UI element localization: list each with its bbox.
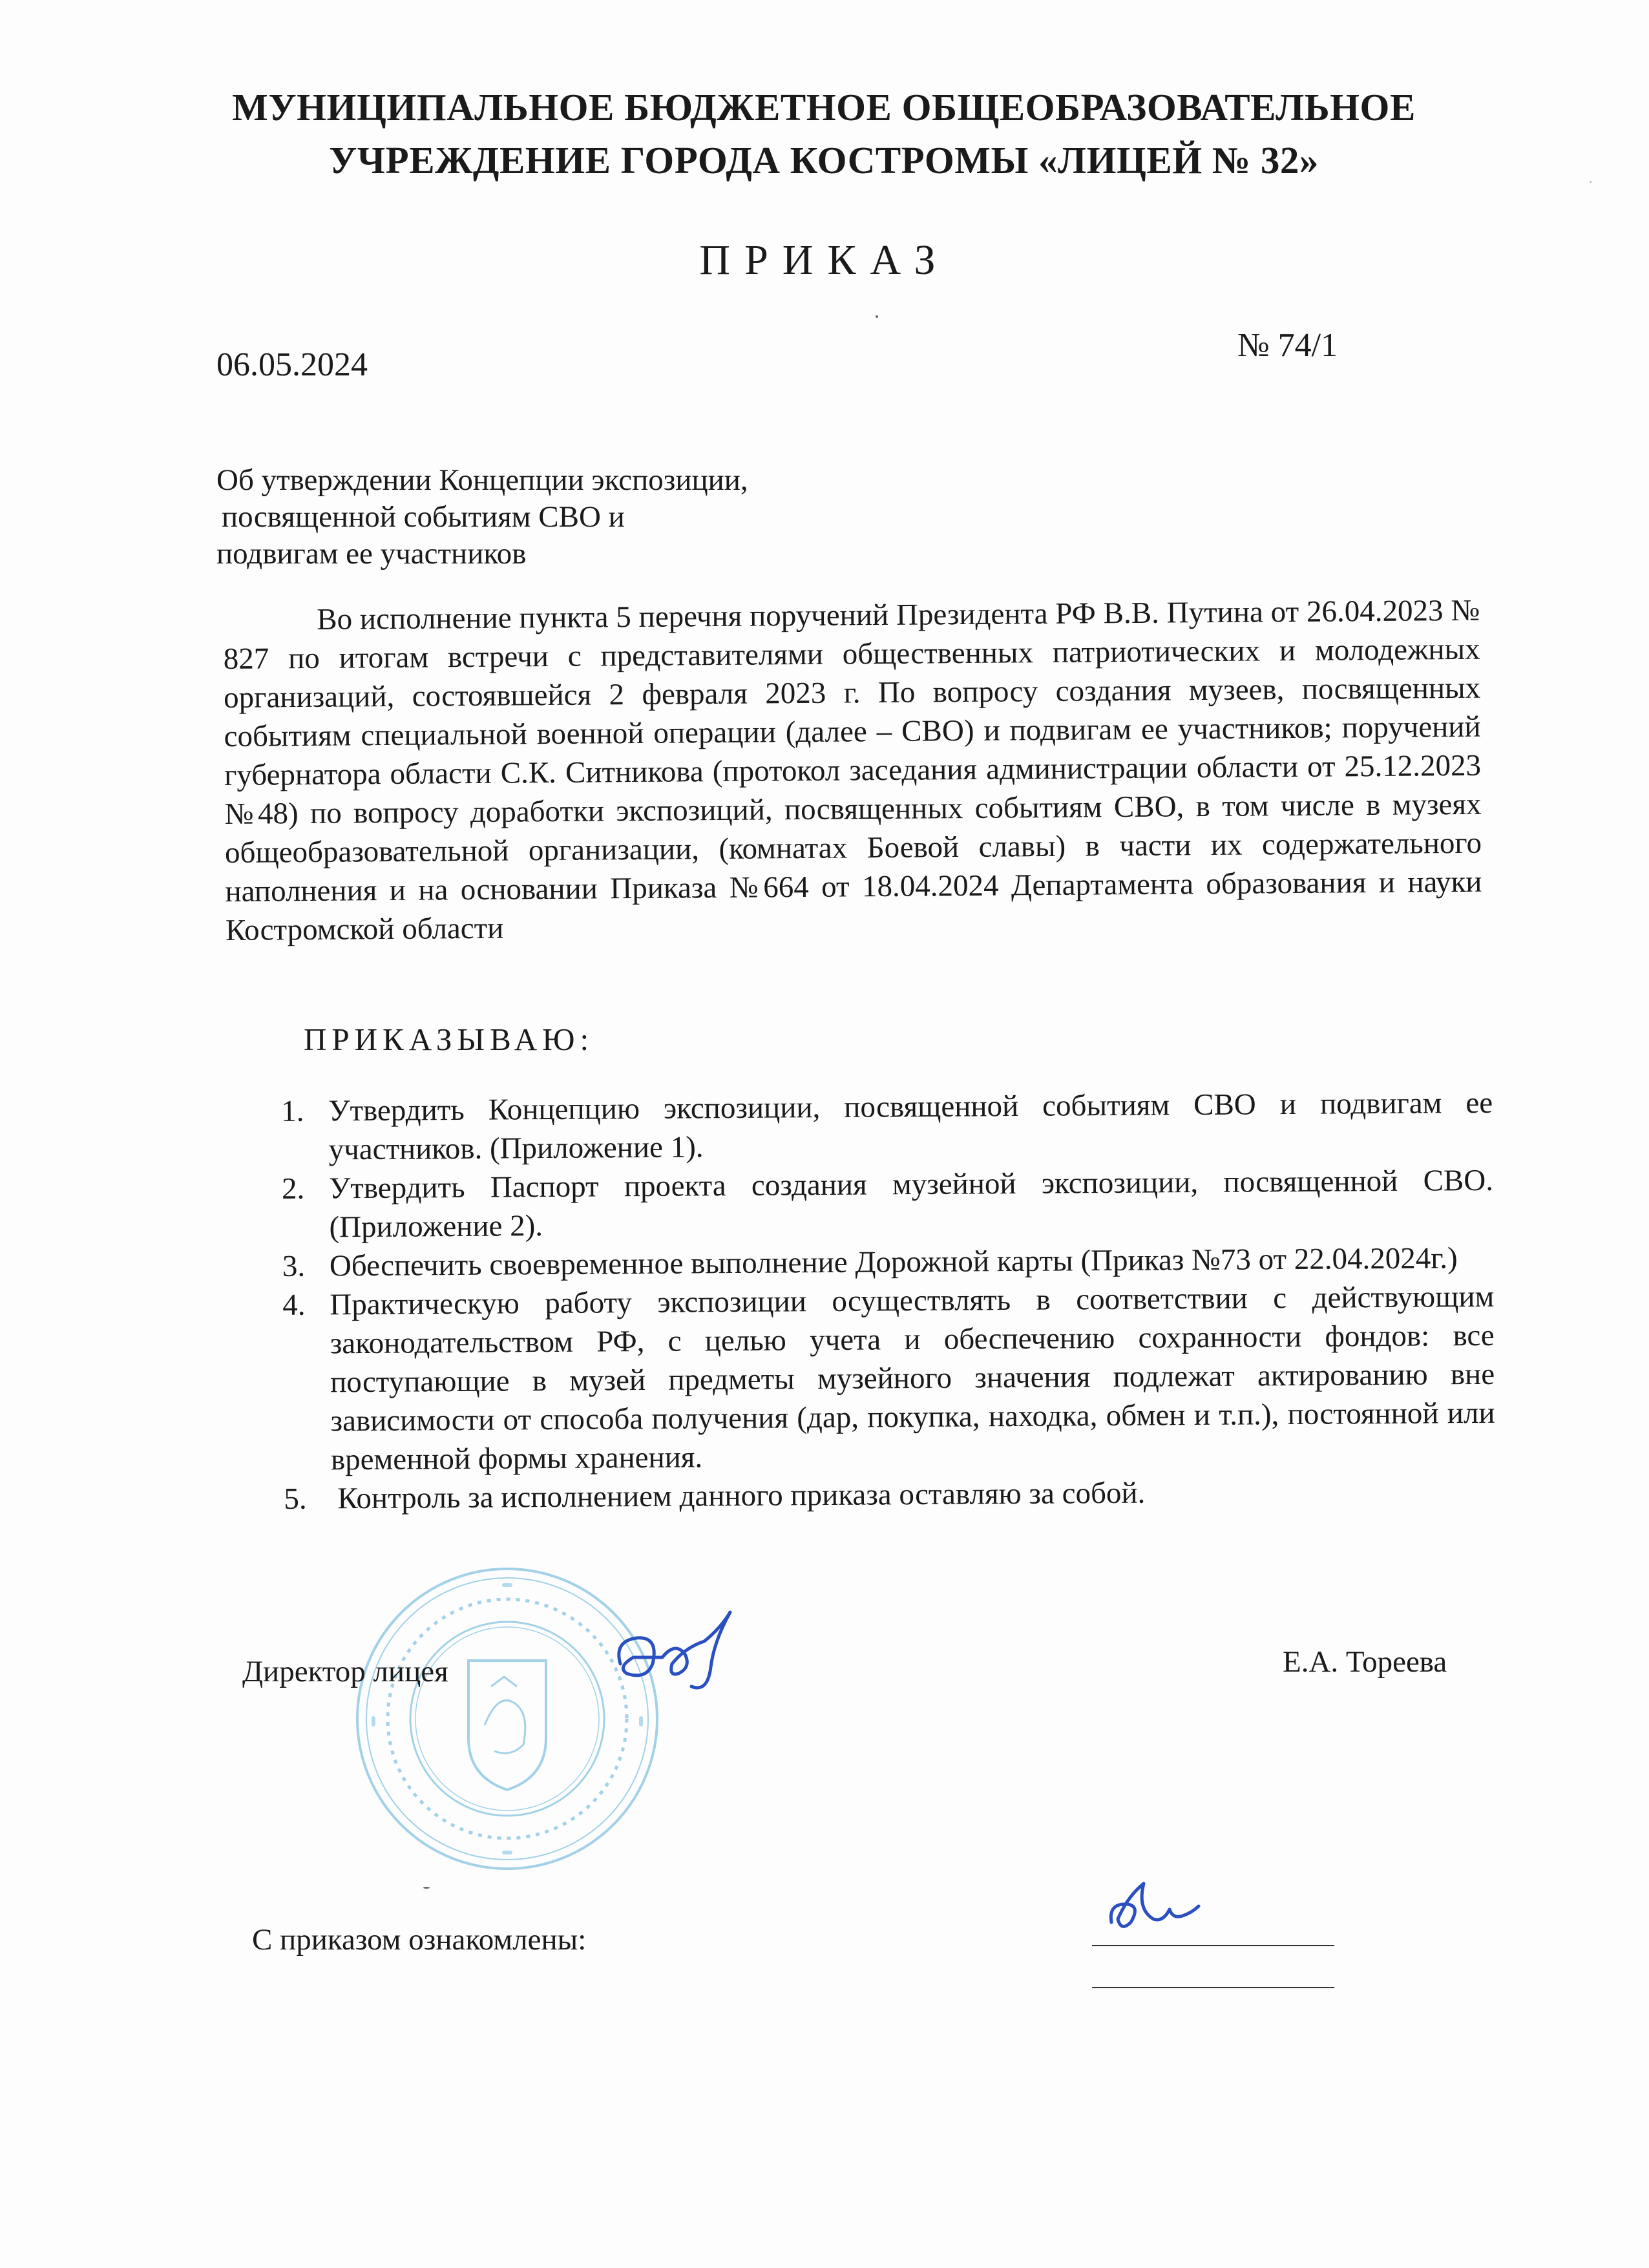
order-subject [216,462,927,572]
scan-speck [876,315,878,318]
director-title: Директор лицея [242,1655,448,1688]
order-item [272,1161,1494,1247]
order-item-text: Контроль за исполнением данного приказа оставляю за собой. [337,1476,1146,1516]
order-item-number: 1. [281,1094,304,1128]
order-item-text: Утвердить Концепцию экспозиции, посвященной событиям СВО и подвигам ее участников. (Приложение 1). [328,1086,1493,1167]
director-name: Е.А. Тореева [1283,1645,1447,1679]
order-items-list [271,1084,1496,1518]
acknowledgement-label: С приказом ознакомлены: [252,1923,587,1957]
order-item [271,1084,1493,1170]
order-subject-line-3: подвигам ее участников [216,537,527,571]
institution-header [194,81,1454,187]
order-basis-paragraph: Во исполнение пункта 5 перечня поручений Президента РФ В.В. Путина от 26.04.2023 № 827 по итогам встречи с представителями общественных патриотических и молодежных организаций, состоявшейся 2 февраля 2023 г. По вопросу создания музеев, посвященных событиям специальной военной операции (далее – СВО) и подвигам ее участников; поручений губернатора области С.К. Ситникова (протокол заседания администрации области от 25.12.2023 №48) по вопросу доработки экспозиций, посвященных событиям СВО, в том числе в музеях общеобразовательной организации, (комнатах Боевой славы) в части их содержательного наполнения и на основании Приказа №664 от 18.04.2024 Департамента образования и науки Костромской области [223,593,1482,947]
order-item-number: 3. [282,1249,306,1283]
document-title: ПРИКАЗ [699,236,950,284]
order-directive-heading: ПРИКАЗЫВАЮ: [304,1022,594,1057]
acknowledgement-signature-icon [1102,1871,1205,1938]
order-item-number: 4. [282,1288,306,1322]
order-date: 06.05.2024 [216,346,368,383]
order-item [274,1471,1495,1518]
order-item-text: Обеспечить своевременное выполнение Дорожной карты (Приказ №73 от 22.04.2024г.) [329,1241,1458,1283]
acknowledgement-signature-line [1092,1945,1334,1946]
scan-speck [1590,181,1591,183]
institution-header-line-2: УЧРЕЖДЕНИЕ ГОРОДА КОСТРОМЫ «ЛИЦЕЙ № 32» [329,139,1319,182]
acknowledgement-signature-line [1092,1987,1334,1988]
order-subject-line-1: Об утверждении Концепции экспозиции, [216,463,748,497]
order-number: № 74/1 [1237,327,1338,364]
order-item-text: Утвердить Паспорт проекта создания музейной экспозиции, посвященной СВО. (Приложение 2). [328,1163,1494,1244]
order-item [273,1277,1495,1480]
order-item-number: 2. [281,1171,305,1206]
institution-header-line-1: МУНИЦИПАЛЬНОЕ БЮДЖЕТНОЕ ОБЩЕОБРАЗОВАТЕЛЬНОЕ [232,86,1416,129]
order-item-number: 5. [284,1482,307,1516]
order-item-text: Практическую работу экспозиции осуществлять в соответствии с действующим законодательством РФ, с целью учета и обеспечению сохранности фондов: все поступающие в музей предметы музейного значения подлежат актированию вне зависимости от способа получения (дар, покупка, находка, обмен и т.п.), постоянной или временной формы хранения. [330,1279,1495,1477]
scan-speck [423,1887,430,1889]
order-subject-line-2: посвященной событиям СВО и [222,500,625,534]
director-signature-icon [607,1602,750,1699]
